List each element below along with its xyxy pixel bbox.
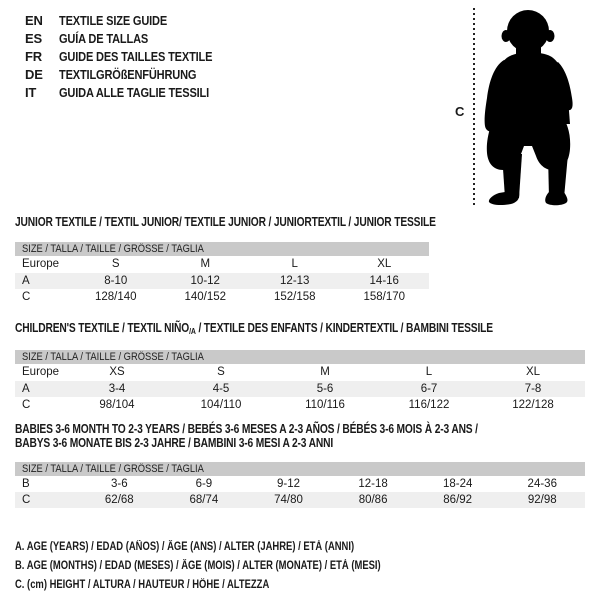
value-cell: 104/110 [200,399,242,411]
legend-notes [15,538,461,595]
value-cell: 98/104 [99,399,135,411]
row-label-cell: A [22,383,30,395]
babies-title-line2: BABYS 3-6 MONATE BIS 2-3 JAHRE / BAMBINI 3-6 MESI A 2-3 ANNI [15,435,334,450]
size-header-cell: XL [525,366,541,378]
babies-textile-title [15,423,579,450]
value-cell: 12-18 [358,478,388,490]
value-cell: 140/152 [184,291,227,303]
childrens-size-bar-text: SIZE / TALLA / TAILLE / GRÖSSE / TAGLIA [22,351,204,363]
table-row [15,397,585,413]
value-cell: 24-36 [527,478,557,490]
language-row-de [25,66,239,84]
value-cell: 62/68 [104,494,134,506]
table-row [15,273,429,289]
childrens-textile-title-text [15,322,493,339]
language-title-list [25,12,239,102]
junior-textile-table [15,256,429,305]
value-cell: 110/116 [305,399,345,411]
row-label-cell: C [22,399,31,411]
language-row-it [25,84,239,102]
language-title: TEXTILE SIZE GUIDE [59,13,168,28]
babies-title-line1: BABIES 3-6 MONTH TO 2-3 YEARS / BEBÉS 3-6 MESES A 2-3 AÑOS / BÉBÉS 3-6 MOIS À 2-3 ANS / [15,422,478,436]
size-header-cell: L [425,366,433,378]
childrens-size-bar [15,350,585,364]
childrens-textile-title [15,322,598,339]
height-measure-dotted-line [473,8,475,206]
value-cell: 8-10 [104,275,128,287]
table-row [15,476,585,492]
value-cell: 4-5 [212,383,230,395]
value-cell: 6-9 [195,478,213,490]
value-cell: 158/170 [363,291,406,303]
value-cell: 3-6 [110,478,128,490]
value-cell: 92/98 [527,494,557,506]
language-row-en [25,12,239,30]
title-part: CHILDREN'S TEXTILE / TEXTIL NIÑO [15,321,190,335]
value-cell: 9-12 [276,478,300,490]
language-title: GUIDA ALLE TAGLIE TESSILI [59,85,210,100]
row-label-cell: A [22,275,30,287]
table-row [15,364,585,381]
legend-note-a [15,538,461,557]
toddler-silhouette-icon [480,6,598,208]
junior-size-bar [15,242,429,256]
junior-size-bar-text: SIZE / TALLA / TAILLE / GRÖSSE / TAGLIA [22,243,204,255]
row-label-cell: B [22,478,30,490]
childrens-textile-table [15,364,585,413]
language-row-fr [25,48,239,66]
value-cell: 12-13 [280,275,310,287]
value-cell: 116/122 [408,399,450,411]
size-header-cell: M [320,366,330,378]
table-row [15,289,429,305]
value-cell: 6-7 [420,383,438,395]
language-code: EN [25,13,43,28]
language-code: FR [25,49,42,64]
size-header-cell: XL [377,258,392,270]
value-cell: 10-12 [190,275,220,287]
row-label-cell: C [22,291,31,303]
value-cell: 14-16 [369,275,399,287]
value-cell: 5-6 [316,383,334,395]
language-code: DE [25,67,43,82]
value-cell: 7-8 [524,383,542,395]
size-header-cell: M [200,258,211,270]
value-cell: 74/80 [274,494,303,506]
language-title: GUÍA DE TALLAS [59,31,149,46]
babies-textile-table [15,476,585,508]
language-code: ES [25,31,42,46]
value-cell: 3-4 [108,383,126,395]
junior-textile-title-text: JUNIOR TEXTILE / TEXTIL JUNIOR/ TEXTILE JUNIOR / JUNIORTEXTIL / JUNIOR TESSILE [15,215,436,229]
babies-size-bar-text: SIZE / TALLA / TAILLE / GRÖSSE / TAGLIA [22,463,204,475]
region-header-cell: Europe [22,366,60,378]
value-cell: 86/92 [443,494,473,506]
row-label-cell: C [22,494,31,506]
title-subscript: /A [189,326,196,336]
legend-note-b [15,557,461,576]
title-part: / TEXTILE DES ENFANTS / KINDERTEXTIL / BAMBINI TESSILE [195,321,493,335]
junior-textile-title [15,216,528,230]
legend-note-c [15,576,461,595]
value-cell: 152/158 [273,291,316,303]
value-cell: 122/128 [512,399,554,411]
table-row [15,492,585,508]
size-header-cell: L [291,258,298,270]
language-title: GUIDE DES TAILLES TEXTILE [59,49,213,64]
table-row [15,256,429,273]
value-cell: 80/86 [358,494,388,506]
language-code: IT [25,85,37,100]
language-row-es [25,30,239,48]
value-cell: 68/74 [189,494,219,506]
legend-note-text: C. (cm) HEIGHT / ALTURA / HAUTEUR / HÖHE / ALTEZZA [15,579,270,591]
height-measure-label: C [455,104,465,119]
legend-note-text: B. AGE (MONTHS) / EDAD (MESES) / ÂGE (MOIS) / ALTER (MONATE) / ETÀ (MESI) [15,560,381,572]
size-header-cell: XS [109,366,125,378]
value-cell: 18-24 [442,478,473,490]
region-header-cell: Europe [22,258,60,270]
legend-note-text: A. AGE (YEARS) / EDAD (AÑOS) / ÂGE (ANS) / ALTER (JAHRE) / ETÀ (ANNI) [15,541,355,553]
size-header-cell: S [217,366,225,378]
babies-size-bar [15,462,585,476]
value-cell: 128/140 [94,291,137,303]
size-header-cell: S [111,258,120,270]
table-row [15,381,585,397]
language-title: TEXTILGRÖßENFÜHRUNG [59,67,197,82]
